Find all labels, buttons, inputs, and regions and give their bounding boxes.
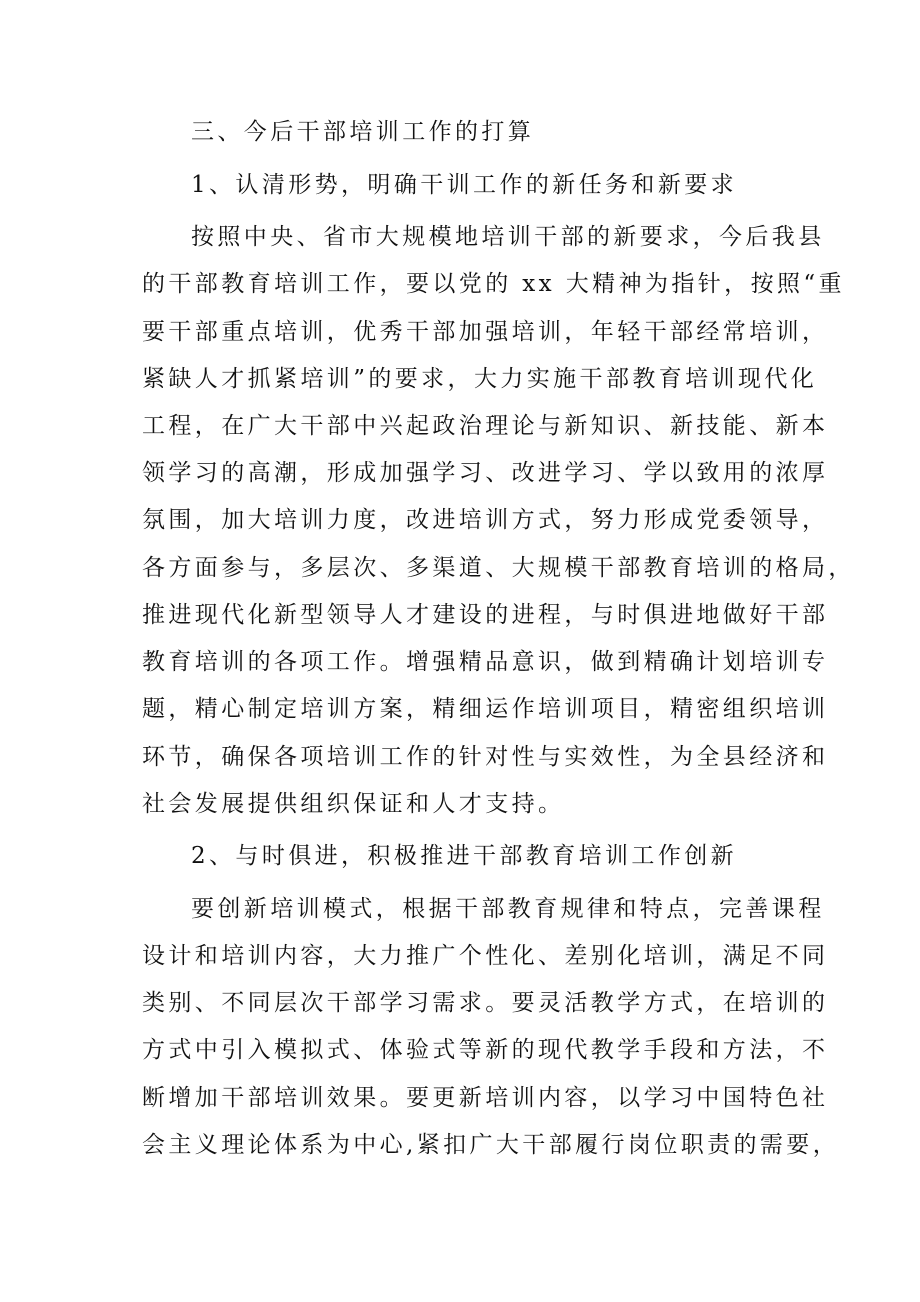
paragraph-1-line: 要干部重点培训，优秀干部加强培训，年轻干部经常培训， (142, 319, 829, 345)
paragraph-1-line: 题，精心制定培训方案，精细运作培训项目，精密组织培训 (142, 696, 829, 722)
paragraph-1-line: 教育培训的各项工作。增强精品意识，做到精确计划培训专 (142, 649, 829, 675)
paragraph-1-line: 社会发展提供组织保证和人才支持。 (142, 791, 565, 817)
paragraph-1-line: 领学习的高潮，形成加强学习、改进学习、学以致用的浓厚 (142, 460, 829, 486)
paragraph-1-line: 的干部教育培训工作，要以党的 xx 大精神为指针，按照“重 (142, 271, 845, 297)
paragraph-1-line: 氛围，加大培训力度，改进培训方式，努力形成党委领导， (142, 507, 829, 533)
paragraph-2-line: 类别、不同层次干部学习需求。要灵活教学方式，在培训的 (142, 990, 829, 1016)
subheading-1: 1、认清形势，明确干训工作的新任务和新要求 (191, 172, 738, 198)
subheading-2: 2、与时俱进，积极推进干部教育培训工作创新 (191, 843, 738, 869)
paragraph-2-line: 要创新培训模式，根据干部教育规律和特点，完善课程 (191, 896, 825, 922)
paragraph-2-line: 设计和培训内容，大力推广个性化、差别化培训，满足不同 (142, 943, 829, 969)
paragraph-1-line: 按照中央、省市大规模地培训干部的新要求，今后我县 (191, 224, 825, 250)
paragraph-1-line: 各方面参与，多层次、多渠道、大规模干部教育培训的格局， (142, 555, 855, 581)
paragraph-1-line: 推进现代化新型领导人才建设的进程，与时俱进地做好干部 (142, 602, 829, 628)
paragraph-1-line: 工程，在广大干部中兴起政治理论与新知识、新技能、新本 (142, 413, 829, 439)
section-heading: 三、今后干部培训工作的打算 (191, 119, 535, 145)
paragraph-2-line: 会主义理论体系为中心,紧扣广大干部履行岗位职责的需要， (142, 1132, 840, 1158)
paragraph-2-line: 方式中引入模拟式、体验式等新的现代教学手段和方法，不 (142, 1037, 829, 1063)
paragraph-1-line: 紧缺人才抓紧培训”的要求，大力实施干部教育培训现代化 (142, 366, 818, 392)
paragraph-1-line: 环节，确保各项培训工作的针对性与实效性，为全县经济和 (142, 744, 829, 770)
paragraph-2-line: 断增加干部培训效果。要更新培训内容，以学习中国特色社 (142, 1085, 829, 1111)
